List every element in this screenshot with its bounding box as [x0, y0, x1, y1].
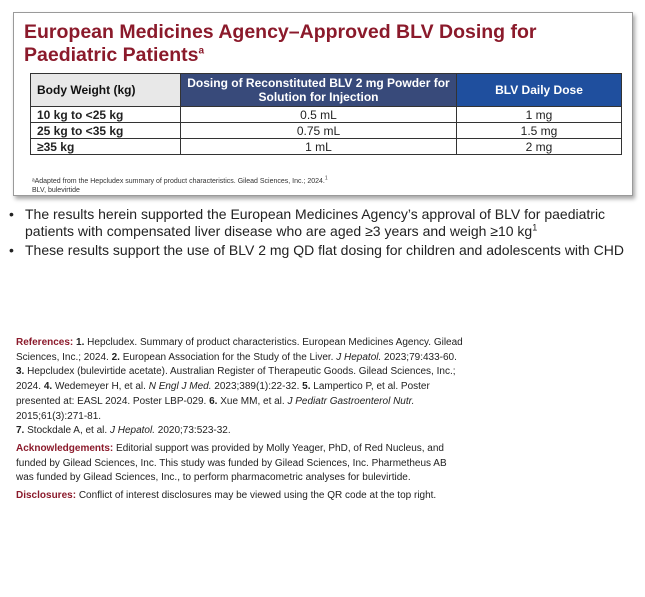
card-title — [24, 21, 624, 67]
footnote-abbreviation: BLV, bulevirtide — [32, 187, 80, 194]
dosing-table — [30, 73, 622, 155]
table-cell: 1.5 mg — [457, 123, 622, 139]
header-daily-dose: BLV Daily Dose — [457, 74, 622, 107]
disclosures: Disclosures: Conflict of interest disclosures may be viewed using the QR code at the top right. — [16, 490, 437, 502]
card-title-sup: a — [198, 45, 205, 57]
header-body-weight: Body Weight (kg) — [31, 74, 181, 107]
table-cell: ≥35 kg — [31, 139, 181, 155]
header-dosing: Dosing of Reconstituted BLV 2 mg Powder for Solution for Injection — [181, 74, 457, 107]
table-cell: 2 mg — [457, 139, 622, 155]
bullet-dot-icon: • — [9, 206, 14, 222]
table-row — [31, 139, 622, 155]
table-cell: 1 mL — [181, 139, 457, 155]
table-cell: 10 kg to <25 kg — [31, 107, 181, 123]
table-cell: 0.75 mL — [181, 123, 457, 139]
table-cell: 0.5 mL — [181, 107, 457, 123]
table-cell: 1 mg — [457, 107, 622, 123]
table-cell: 25 kg to <35 kg — [31, 123, 181, 139]
footnote-adapted: ᵃAdapted from the Hepcludex summary of product characteristics. Gilead Sciences, Inc.; 2024.$^1$ — [32, 175, 328, 185]
acknowledgements: Acknowledgements: Editorial support was provided by Molly Yeager, PhD, of Red Nucleus, and funded by Gilead Sciences, Inc. This study was funded by Gilead Sciences, Inc. Pharmetheus AB was funded by Gilead Sciences, Inc., to perform pharmacometric analyses for bulevirtide. — [16, 442, 447, 484]
table-row — [31, 107, 622, 123]
summary-bullets — [9, 206, 634, 261]
card-title-text: European Medicines Agency–Approved BLV Dosing for Paediatric Patients — [24, 21, 537, 66]
table-footnote — [32, 177, 622, 195]
references: References: 1. Hepcludex. Summary of product characteristics. European Medicines Agency. Gilead Sciences, Inc.; 2024. 2. European Association for the Study of the Liver. J Hepatol. 2023;79:433-60. 3. Hepcludex (bulevirtide acetate). Australian Register of Therapeutic Goods. Gilead Sciences, Inc.; 2024. 4. Wedemeyer H, et al. N Engl J Med. 2023;389(1):22-32. 5. Lampertico P, et al. Poster presented at: EASL 2024. Poster LBP-029. 6. Xue MM, et al. J Pediatr Gastroenterol Nutr. 2015;61(3):271-81. 7. Stockdale A, et al. J Hepatol. 2020;73:523-32. — [16, 337, 463, 437]
bullet-dot-icon: • — [9, 242, 14, 258]
table-row — [31, 123, 622, 139]
dosing-card — [13, 12, 633, 196]
table-header-row — [31, 74, 622, 107]
bullet-item: • The results herein supported the European Medicines Agency’s approval of BLV for paediatric patients with compensated liver disease who are aged ≥3 years and weigh ≥10 $kg^1$ — [9, 206, 606, 239]
bullet-item: • These results support the use of BLV 2 mg QD flat dosing for children and adolescents with CHD — [9, 242, 624, 258]
references-section — [16, 336, 466, 507]
